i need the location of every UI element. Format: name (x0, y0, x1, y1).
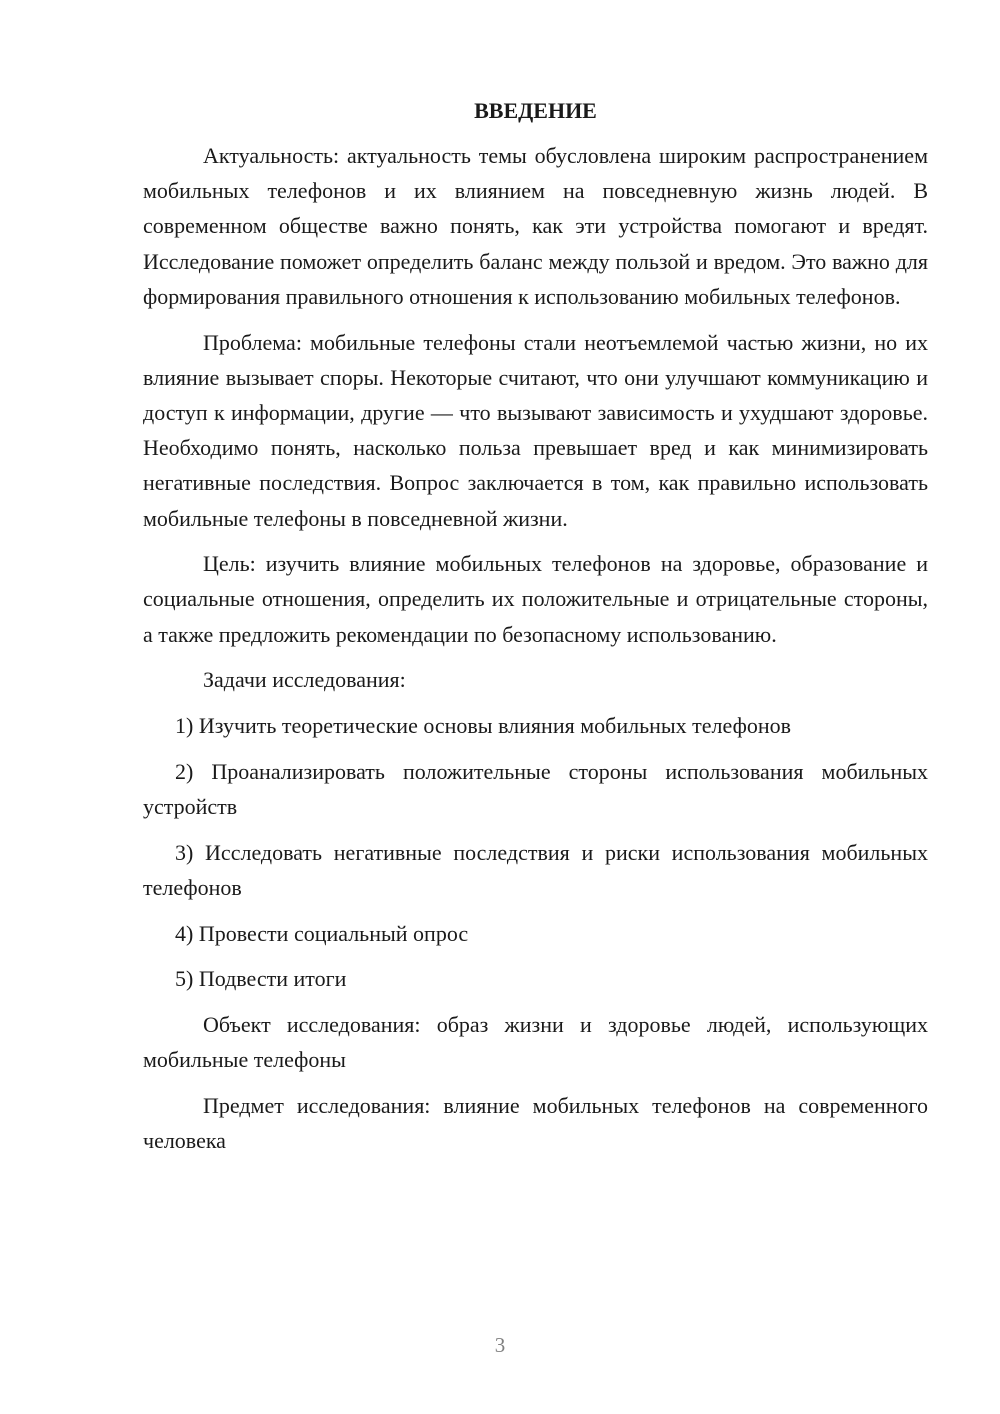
paragraph-relevance: Актуальность: актуальность темы обусловлена широким распространением мобильных телефонов и их влиянием на повседневную жизнь людей. В современном обществе важно понять, как эти устройства помогают и вредят. Исследование поможет определить баланс между пользой и вредом. Это важно для формирования правильного отношения к использованию мобильных телефонов. (143, 143, 928, 309)
paragraph-object: Объект исследования: образ жизни и здоровье людей, использующих мобильные телефоны (143, 1011, 928, 1073)
task-item-4: 4) Провести социальный опрос (175, 920, 469, 946)
task-item-2: 2) Проанализировать положительные стороны использования мобильных устройств (143, 758, 928, 819)
tasks-heading: Задачи исследования: (203, 667, 406, 693)
paragraph-subject: Предмет исследования: влияние мобильных телефонов на современного человека (143, 1092, 928, 1154)
page-number: 3 (494, 1333, 506, 1357)
task-item-1: 1) Изучить теоретические основы влияния мобильных телефонов (175, 713, 791, 739)
document-page (143, 93, 928, 1158)
task-item-3: 3) Исследовать негативные последствия и риски использования мобильных телефонов (143, 839, 928, 900)
section-title: ВВЕДЕНИЕ (474, 98, 597, 123)
paragraph-problem: Проблема: мобильные телефоны стали неотъемлемой частью жизни, но их влияние вызывает споры. Некоторые считают, что они улучшают коммуникацию и доступ к информации, другие — что вызывают зависимость и ухудшают здоровье. Необходимо понять, насколько польза превышает вред и как минимизировать негативные последствия. Вопрос заключается в том, как правильно использовать мобильные телефоны в повседневной жизни. (143, 329, 928, 531)
paragraph-goal: Цель: изучить влияние мобильных телефонов на здоровье, образование и социальные отношения, определить их положительные и отрицательные стороны, а также предложить рекомендации по безопасному использованию. (143, 551, 928, 647)
task-item-5: 5) Подвести итоги (175, 966, 347, 992)
